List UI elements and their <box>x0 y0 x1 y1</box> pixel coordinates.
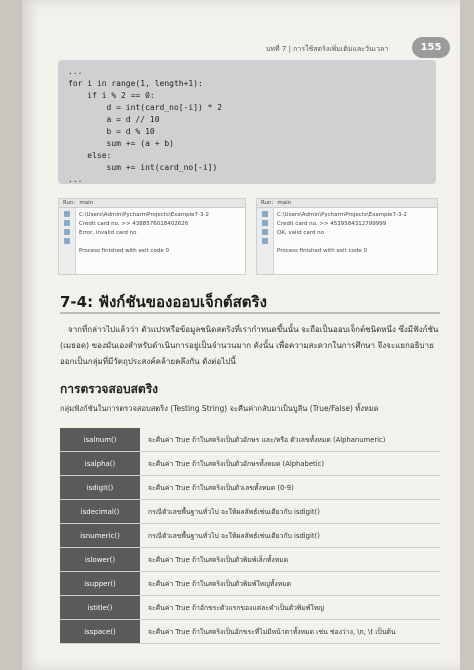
output-line: Credit card no. >> 4388576018402626 <box>79 221 189 227</box>
run-toolbar <box>257 208 274 274</box>
output-line: C:\Users\Admin\PycharmProjects\Example7-3-2 <box>277 212 408 218</box>
run-output-text <box>277 211 433 256</box>
output-line: OK, valid card no <box>277 230 325 236</box>
section-paragraph: จากที่กล่าวไปแล้วว่า ตัวแปรหรือข้อมูลชนิดสตริงที่เรากำหนดขึ้นนั้น จะถือเป็นออบเจ็กต์ชนิดหนึ่ง ซึ่งมีฟังก์ชัน (เมธอด) ของมันเองสำหรับดำเนินการอยู่เป็นจำนวนมาก ดังนั้น เพื่อความสะดวกในการศึกษา จึงจะแยกอธิบายออกเป็นกลุ่มที่มีวัตถุประสงค์คล้ายคลึงกัน ดังต่อไปนี้ <box>60 325 439 366</box>
table-row <box>60 500 440 524</box>
function-name: isdecimal() <box>60 500 142 523</box>
chapter-header-text: บทที่ 7 | การใช้สตริงเพิ่มเติมและวันเวลา <box>266 45 389 53</box>
function-name: isspace() <box>60 620 142 643</box>
run-output-text <box>79 211 241 256</box>
stop-icon[interactable] <box>262 220 268 226</box>
function-description: กรณีตัวเลขพื้นฐานทั่วไป จะให้ผลลัพธ์เช่นเดียวกับ isdigit() <box>148 508 320 516</box>
table-row <box>60 548 440 572</box>
code-line: ... <box>68 175 83 184</box>
function-name: isupper() <box>60 572 142 595</box>
function-description: จะคืนค่า True ถ้าในสตริงเป็นตัวพิมพ์ใหญ่ทั้งหมด <box>148 580 292 588</box>
output-line: C:\Users\Admin\PycharmProjects\Example7-3-2 <box>79 212 210 218</box>
code-line: d = int(card_no[-i]) * 2 <box>68 103 223 112</box>
rerun-icon[interactable] <box>262 211 268 217</box>
code-line: sum += (a + b) <box>68 139 174 148</box>
code-line: b = d % 10 <box>68 127 155 136</box>
pin-icon[interactable] <box>64 229 70 235</box>
running-header <box>266 42 442 55</box>
subsection-title: การตรวจสอบสตริง <box>60 382 159 396</box>
table-row <box>60 524 440 548</box>
table-row <box>60 476 440 500</box>
code-line: sum += int(card_no[-i]) <box>68 163 218 172</box>
run-tab-name[interactable]: main <box>79 200 94 206</box>
code-line: for i in range(1, length+1): <box>68 79 203 88</box>
function-description: จะคืนค่า True ถ้าในสตริงเป็นตัวอักษร และ/หรือ ตัวเลขทั้งหมด (Alphanumeric) <box>148 436 386 444</box>
run-tab-label: Run: <box>261 200 274 206</box>
print-icon[interactable] <box>262 238 268 244</box>
function-description: จะคืนค่า True ถ้าในสตริงเป็นตัวพิมพ์เล็กทั้งหมด <box>148 556 289 564</box>
print-icon[interactable] <box>64 238 70 244</box>
output-line: Error, invalid card no <box>79 230 137 236</box>
code-line: else: <box>68 151 112 160</box>
output-line: Credit card no. >> 4539584312799999 <box>277 221 387 227</box>
function-name: islower() <box>60 548 142 571</box>
function-name: isalnum() <box>60 428 142 451</box>
rerun-icon[interactable] <box>64 211 70 217</box>
function-description: กรณีตัวเลขพื้นฐานทั่วไป จะให้ผลลัพธ์เช่นเดียวกับ isdigit() <box>148 532 320 540</box>
table-row <box>60 452 440 476</box>
code-block <box>58 60 436 184</box>
table-row <box>60 620 440 644</box>
code-line: a = d // 10 <box>68 115 160 124</box>
function-name: isalpha() <box>60 452 142 475</box>
subsection-description: กลุ่มฟังก์ชันในการตรวจสอบสตริง (Testing String) จะคืนค่ากลับมาเป็นบูลีน (True/False) ทั้งหมด <box>60 404 379 413</box>
function-name: istitle() <box>60 596 142 619</box>
run-tab-bar <box>59 199 245 208</box>
table-row <box>60 572 440 596</box>
output-line <box>79 238 241 247</box>
run-tab-bar <box>257 199 437 208</box>
run-toolbar <box>59 208 76 274</box>
run-output-panel-2 <box>256 198 438 275</box>
function-description: จะคืนค่า True ถ้าในสตริงเป็นตัวอักษรทั้งหมด (Alphabetic) <box>148 460 324 468</box>
function-description: จะคืนค่า True ถ้าอักขระตัวแรกของแต่ละคำเป็นตัวพิมพ์ใหญ่ <box>148 604 324 612</box>
run-tab-name[interactable]: main <box>277 200 292 206</box>
table-row <box>60 428 440 452</box>
section-title: 7-4: ฟังก์ชันของออบเจ็กต์สตริง <box>60 293 267 311</box>
function-description: จะคืนค่า True ถ้าในสตริงเป็นอักขระที่ไม่มีหน้าตาทั้งหมด เช่น ช่องว่าง, \n, \t เป็นต้น <box>148 628 396 636</box>
output-line: Process finished with exit code 0 <box>277 248 367 254</box>
output-line <box>277 238 433 247</box>
page-number: 155 <box>412 37 450 58</box>
pin-icon[interactable] <box>262 229 268 235</box>
function-name: isnumeric() <box>60 524 142 547</box>
run-output-panel-1 <box>58 198 246 275</box>
stop-icon[interactable] <box>64 220 70 226</box>
table-row <box>60 596 440 620</box>
code-line: if i % 2 == 0: <box>68 91 155 100</box>
output-line: Process finished with exit code 0 <box>79 248 169 254</box>
code-line: ... <box>68 67 83 76</box>
run-tab-label: Run: <box>63 200 76 206</box>
function-name: isdigit() <box>60 476 142 499</box>
section-divider <box>60 312 440 314</box>
string-functions-table <box>60 428 440 644</box>
book-page <box>22 0 460 670</box>
function-description: จะคืนค่า True ถ้าในสตริงเป็นตัวเลขทั้งหมด (0-9) <box>148 484 294 492</box>
